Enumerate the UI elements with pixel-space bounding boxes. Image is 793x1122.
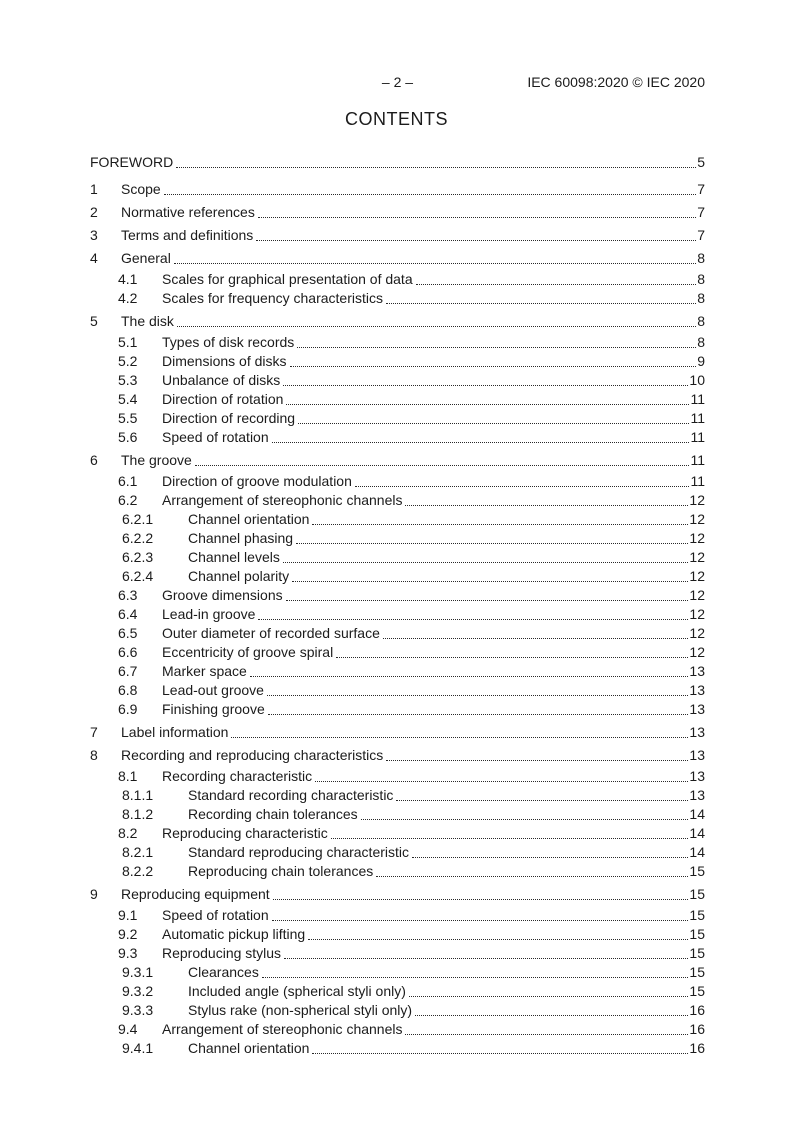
toc-entry-title: Eccentricity of groove spiral [162, 644, 334, 660]
toc-entry [90, 451, 705, 470]
toc-entry-page: 8 [697, 271, 705, 287]
toc-entry-page: 12 [689, 511, 705, 527]
toc-entry [90, 289, 705, 308]
toc-entry-number: 5.4 [118, 391, 138, 407]
toc-entry-number: 1 [90, 181, 98, 197]
toc-entry-page: 13 [689, 787, 705, 803]
toc-entry-page: 13 [689, 747, 705, 763]
toc-entry-page: 11 [690, 452, 705, 468]
toc-leader-dots [272, 428, 690, 447]
toc-entry-page: 5 [697, 154, 705, 170]
toc-entry [90, 906, 705, 925]
toc-entry-page: 8 [697, 313, 705, 329]
toc-leader-dots [195, 451, 690, 470]
toc-entry-page: 7 [697, 227, 705, 243]
toc-entry-title: Clearances [188, 964, 259, 980]
toc-leader-dots [272, 906, 689, 925]
toc-entry-page: 15 [689, 945, 705, 961]
toc-leader-dots [415, 1001, 688, 1020]
toc-entry-title: Terms and definitions [121, 227, 254, 243]
toc-entry-number: 8.1.1 [122, 787, 154, 803]
toc-entry [90, 767, 705, 786]
toc-entry-page: 15 [689, 886, 705, 902]
toc-entry-title: Normative references [121, 204, 255, 220]
toc-entry [90, 944, 705, 963]
toc-entry-page: 13 [689, 682, 705, 698]
toc-entry [90, 925, 705, 944]
toc-entry-page: 13 [689, 724, 705, 740]
toc-entry [90, 371, 705, 390]
toc-entry-page: 12 [689, 587, 705, 603]
toc-entry [90, 1001, 705, 1020]
toc-leader-dots [273, 885, 689, 904]
toc-leader-dots [177, 312, 696, 331]
toc-entry-number: 5.6 [118, 429, 138, 445]
toc-entry-page: 12 [689, 606, 705, 622]
toc-entry [90, 180, 705, 199]
toc-entry [90, 643, 705, 662]
toc-entry [90, 843, 705, 862]
toc-leader-dots [297, 333, 696, 352]
toc-entry [90, 249, 705, 268]
toc-entry-title: FOREWORD [90, 154, 174, 170]
toc-leader-dots [308, 925, 688, 944]
toc-entry-number: 6.2.4 [122, 568, 154, 584]
toc-entry-number: 6.2.1 [122, 511, 154, 527]
toc-entry-number: 9.2 [118, 926, 138, 942]
toc-entry-number: 5.2 [118, 353, 138, 369]
toc-entry-title: Dimensions of disks [162, 353, 287, 369]
toc-entry [90, 681, 705, 700]
toc-entry-title: Outer diameter of recorded surface [162, 625, 380, 641]
toc-entry-title: Groove dimensions [162, 587, 283, 603]
toc-entry-number: 6.9 [118, 701, 138, 717]
toc-leader-dots [286, 390, 689, 409]
toc-entry-number: 5.1 [118, 334, 138, 350]
toc-entry [90, 203, 705, 222]
toc-entry-page: 12 [689, 530, 705, 546]
toc-entry [90, 472, 705, 491]
toc-entry-page: 15 [689, 983, 705, 999]
toc-entry-title: Lead-out groove [162, 682, 264, 698]
toc-entry [90, 409, 705, 428]
toc-entry-title: Scope [121, 181, 161, 197]
toc-entry-number: 6.1 [118, 473, 138, 489]
toc-entry-number: 9.3.1 [122, 964, 154, 980]
toc-entry-number: 8.1.2 [122, 806, 154, 822]
toc-entry-page: 15 [689, 964, 705, 980]
toc-entry-number: 4.2 [118, 290, 138, 306]
table-of-contents [90, 153, 705, 1058]
toc-entry-number: 2 [90, 204, 98, 220]
toc-entry-title: Scales for frequency characteristics [162, 290, 383, 306]
toc-entry [90, 824, 705, 843]
toc-entry-number: 9.3.2 [122, 983, 154, 999]
toc-leader-dots [258, 203, 696, 222]
toc-entry-title: Speed of rotation [162, 907, 269, 923]
toc-leader-dots [336, 643, 688, 662]
toc-entry-page: 7 [697, 181, 705, 197]
toc-leader-dots [416, 270, 697, 289]
toc-entry-number: 5.3 [118, 372, 138, 388]
toc-leader-dots [315, 767, 688, 786]
toc-entry [90, 786, 705, 805]
toc-entry-page: 15 [689, 926, 705, 942]
toc-leader-dots [312, 510, 688, 529]
toc-entry [90, 586, 705, 605]
toc-entry-number: 4 [90, 250, 98, 266]
toc-entry-number: 5 [90, 313, 98, 329]
toc-leader-dots [376, 862, 688, 881]
toc-leader-dots [174, 249, 696, 268]
toc-entry-page: 13 [689, 701, 705, 717]
toc-entry-title: Standard recording characteristic [188, 787, 394, 803]
toc-entry-number: 6 [90, 452, 98, 468]
toc-entry-number: 8 [90, 747, 98, 763]
toc-entry [90, 605, 705, 624]
toc-entry-page: 8 [697, 290, 705, 306]
toc-leader-dots [284, 944, 688, 963]
toc-entry-title: Recording and reproducing characteristics [121, 747, 384, 763]
toc-leader-dots [409, 982, 689, 1001]
toc-entry-number: 9.3.3 [122, 1002, 154, 1018]
toc-entry-number: 8.2 [118, 825, 138, 841]
toc-leader-dots [258, 605, 688, 624]
toc-leader-dots [262, 963, 689, 982]
toc-entry-page: 13 [689, 663, 705, 679]
toc-entry-title: The groove [121, 452, 192, 468]
toc-entry-number: 9 [90, 886, 98, 902]
toc-entry [90, 862, 705, 881]
toc-entry-title: Direction of rotation [162, 391, 284, 407]
toc-entry-title: Included angle (spherical styli only) [188, 983, 406, 999]
toc-entry [90, 805, 705, 824]
toc-leader-dots [383, 624, 689, 643]
toc-entry-page: 15 [689, 907, 705, 923]
toc-entry-page: 14 [689, 844, 705, 860]
page-number-indicator: – 2 – [381, 74, 414, 90]
toc-leader-dots [405, 491, 688, 510]
toc-entry-title: Lead-in groove [162, 606, 256, 622]
toc-entry-page: 12 [689, 568, 705, 584]
toc-leader-dots [256, 226, 696, 245]
toc-leader-dots [331, 824, 689, 843]
toc-entry-page: 12 [689, 549, 705, 565]
toc-entry-title: Unbalance of disks [162, 372, 281, 388]
toc-entry [90, 624, 705, 643]
toc-entry-number: 8.1 [118, 768, 138, 784]
toc-entry-title: Automatic pickup lifting [162, 926, 306, 942]
toc-entry-number: 6.4 [118, 606, 138, 622]
toc-entry-title: Scales for graphical presentation of data [162, 271, 413, 287]
toc-entry-title: Finishing groove [162, 701, 265, 717]
toc-entry-title: Channel orientation [188, 1040, 310, 1056]
toc-entry-page: 16 [689, 1002, 705, 1018]
toc-entry-title: Speed of rotation [162, 429, 269, 445]
toc-entry-page: 12 [689, 644, 705, 660]
toc-entry-title: Channel polarity [188, 568, 290, 584]
toc-entry-number: 3 [90, 227, 98, 243]
toc-entry-page: 11 [690, 391, 705, 407]
toc-leader-dots [231, 723, 688, 742]
toc-entry-title: Channel orientation [188, 511, 310, 527]
toc-entry-title: Direction of groove modulation [162, 473, 352, 489]
toc-entry-page: 13 [689, 768, 705, 784]
toc-entry-title: Types of disk records [162, 334, 295, 350]
toc-entry-title: Channel levels [188, 549, 280, 565]
toc-entry-page: 7 [697, 204, 705, 220]
toc-leader-dots [412, 843, 688, 862]
toc-entry-number: 6.3 [118, 587, 138, 603]
toc-entry-title: Reproducing equipment [121, 886, 270, 902]
toc-entry-title: Reproducing stylus [162, 945, 282, 961]
toc-entry-page: 8 [697, 334, 705, 350]
toc-entry-number: 5.5 [118, 410, 138, 426]
toc-entry-title: The disk [121, 313, 174, 329]
toc-entry [90, 428, 705, 447]
toc-entry-page: 9 [697, 353, 705, 369]
toc-entry [90, 352, 705, 371]
toc-entry-page: 11 [690, 410, 705, 426]
toc-leader-dots [250, 662, 689, 681]
toc-entry-page: 10 [689, 372, 705, 388]
toc-entry-title: Stylus rake (non-spherical styli only) [188, 1002, 413, 1018]
toc-leader-dots [268, 700, 689, 719]
toc-entry-title: Arrangement of stereophonic channels [162, 1021, 403, 1037]
toc-entry-page: 14 [689, 825, 705, 841]
toc-entry-number: 9.3 [118, 945, 138, 961]
toc-entry-page: 14 [689, 806, 705, 822]
toc-entry-page: 15 [689, 863, 705, 879]
toc-entry-page: 16 [689, 1040, 705, 1056]
toc-leader-dots [164, 180, 697, 199]
toc-leader-dots [312, 1039, 688, 1058]
toc-entry-number: 9.4 [118, 1021, 138, 1037]
toc-entry [90, 226, 705, 245]
toc-leader-dots [296, 529, 688, 548]
toc-entry-title: Recording chain tolerances [188, 806, 358, 822]
toc-entry-page: 12 [689, 492, 705, 508]
toc-entry-number: 6.6 [118, 644, 138, 660]
toc-entry-number: 6.5 [118, 625, 138, 641]
toc-leader-dots [283, 548, 689, 567]
toc-entry-title: Recording characteristic [162, 768, 313, 784]
toc-entry [90, 548, 705, 567]
toc-entry [90, 333, 705, 352]
toc-entry [90, 491, 705, 510]
toc-entry [90, 723, 705, 742]
toc-leader-dots [298, 409, 689, 428]
toc-entry-title: Marker space [162, 663, 247, 679]
toc-entry [90, 963, 705, 982]
toc-entry-title: Direction of recording [162, 410, 296, 426]
toc-entry-number: 6.2.3 [122, 549, 154, 565]
toc-entry-page: 8 [697, 250, 705, 266]
toc-entry-number: 8.2.2 [122, 863, 154, 879]
toc-entry-page: 12 [689, 625, 705, 641]
toc-entry-title: General [121, 250, 171, 266]
toc-leader-dots [386, 746, 688, 765]
toc-entry-number: 6.8 [118, 682, 138, 698]
toc-entry-title: Reproducing characteristic [162, 825, 328, 841]
toc-leader-dots [396, 786, 688, 805]
toc-entry-number: 8.2.1 [122, 844, 154, 860]
toc-entry [90, 312, 705, 331]
toc-entry [90, 510, 705, 529]
toc-entry [90, 270, 705, 289]
toc-entry [90, 567, 705, 586]
toc-leader-dots [283, 371, 688, 390]
toc-entry-title: Channel phasing [188, 530, 294, 546]
toc-entry [90, 700, 705, 719]
toc-entry [90, 885, 705, 904]
toc-entry-number: 4.1 [118, 271, 138, 287]
toc-entry-page: 11 [690, 429, 705, 445]
toc-entry-number: 9.4.1 [122, 1040, 154, 1056]
toc-leader-dots [405, 1020, 688, 1039]
toc-entry-number: 9.1 [118, 907, 138, 923]
toc-leader-dots [292, 567, 688, 586]
toc-leader-dots [361, 805, 689, 824]
toc-entry [90, 529, 705, 548]
toc-entry [90, 1039, 705, 1058]
toc-entry-title: Arrangement of stereophonic channels [162, 492, 403, 508]
toc-entry-title: Label information [121, 724, 229, 740]
toc-entry [90, 662, 705, 681]
toc-leader-dots [267, 681, 688, 700]
toc-entry [90, 982, 705, 1001]
toc-entry [90, 153, 705, 172]
toc-entry-page: 11 [690, 473, 705, 489]
toc-leader-dots [286, 586, 689, 605]
toc-entry [90, 746, 705, 765]
toc-entry-title: Standard reproducing characteristic [188, 844, 410, 860]
toc-entry-number: 6.2 [118, 492, 138, 508]
toc-leader-dots [355, 472, 690, 491]
toc-entry-number: 6.7 [118, 663, 138, 679]
toc-entry-page: 16 [689, 1021, 705, 1037]
document-reference: IEC 60098:2020 © IEC 2020 [527, 74, 705, 90]
contents-title: CONTENTS [345, 109, 448, 129]
toc-entry-number: 6.2.2 [122, 530, 154, 546]
toc-leader-dots [176, 153, 696, 172]
page-header [90, 74, 705, 90]
toc-entry [90, 1020, 705, 1039]
toc-leader-dots [290, 352, 697, 371]
toc-entry [90, 390, 705, 409]
toc-entry-number: 7 [90, 724, 98, 740]
toc-leader-dots [386, 289, 696, 308]
toc-entry-title: Reproducing chain tolerances [188, 863, 374, 879]
